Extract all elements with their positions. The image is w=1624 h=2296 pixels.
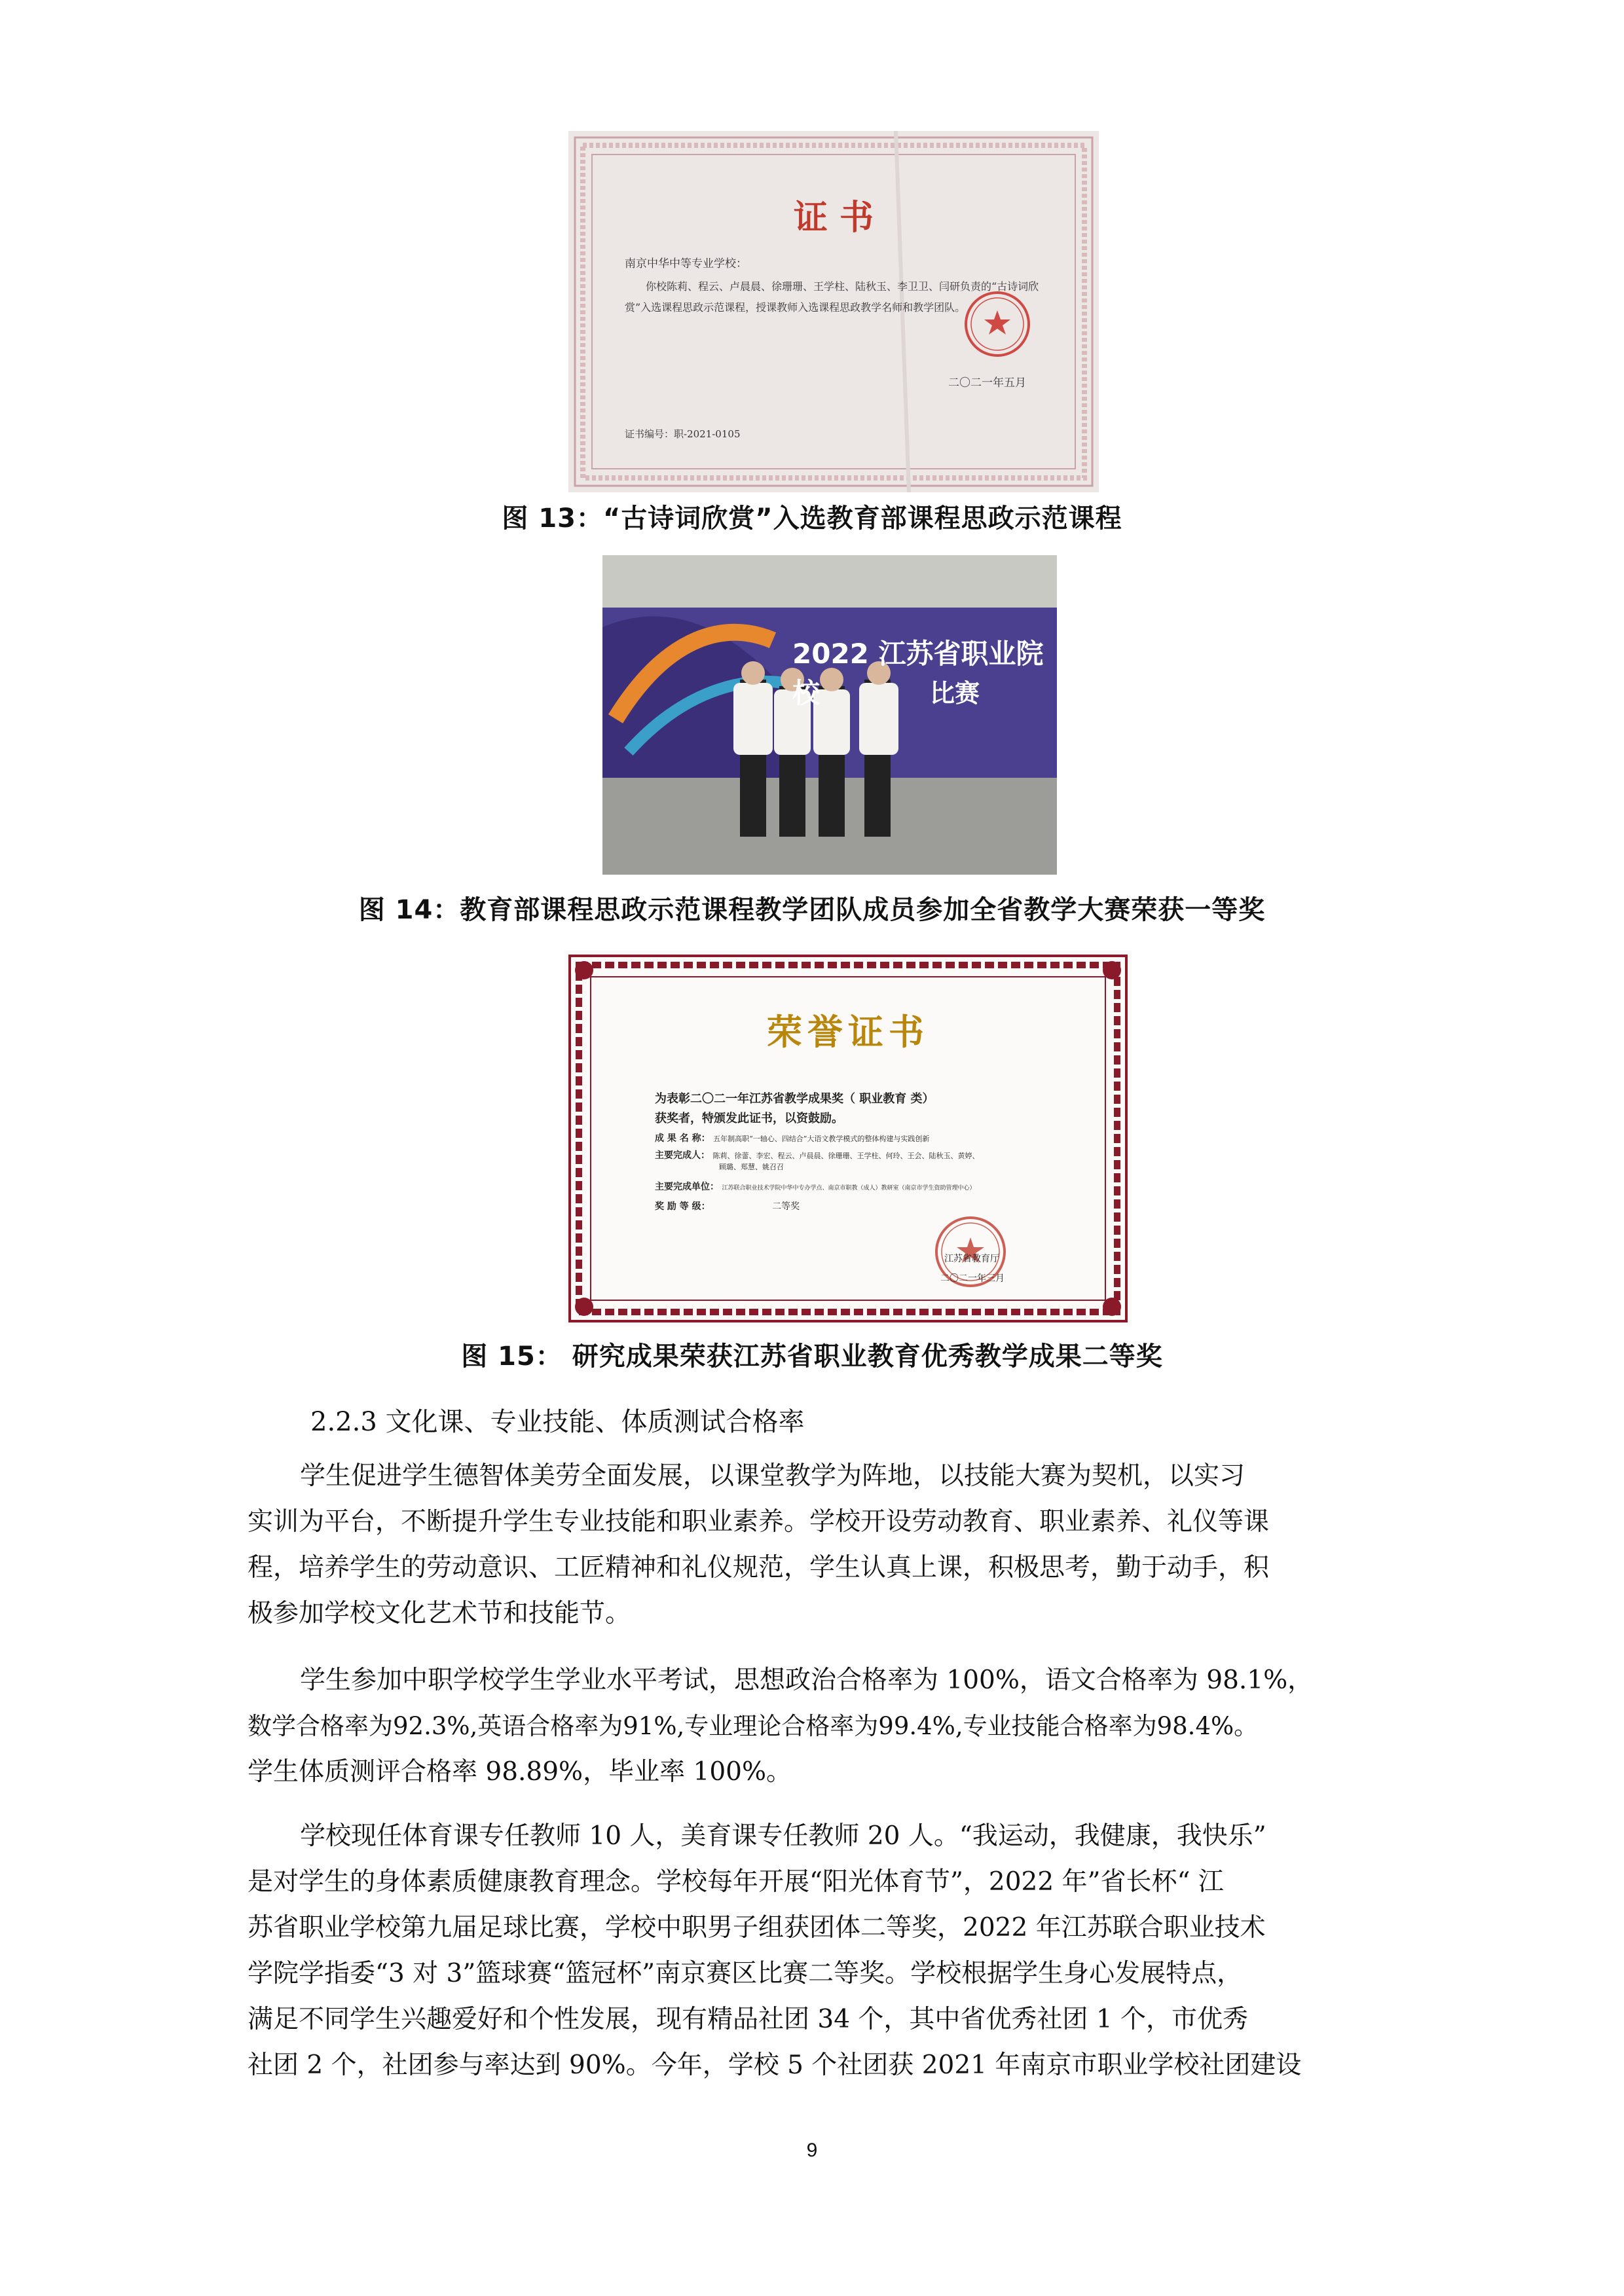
paragraph-line: 数学合格率为92.3%,英语合格率为91%,专业理论合格率为99.4%,专业技能合格率为98.4%。 (248, 1712, 1259, 1740)
certificate-recipient: 南京中华中等专业学校： (625, 257, 747, 270)
paragraph-line: 实训为平台，不断提升学生专业技能和职业素养。学校开设劳动教育、职业素养、礼仪等课 (248, 1507, 1270, 1537)
paragraph-1 (248, 1453, 1387, 1637)
banner-subtitle: 比赛 (930, 679, 980, 708)
page-number: 9 (806, 2140, 818, 2161)
paragraph-line: 学院学指委“3 对 3”篮球赛“篮冠杯”南京赛区比赛二等奖。学校根据学生身心发展特点， (248, 1959, 1243, 1988)
paragraph-line: 极参加学校文化艺术节和技能节。 (248, 1599, 631, 1628)
org-row (655, 1180, 975, 1193)
certificate-date: 二〇二一年五月 (948, 376, 1026, 390)
paragraph-line: 学生参加中职学校学生学业水平考试，思想政治合格率为 100%，语文合格率为 98.1%， (300, 1666, 1314, 1695)
honor-certificate-title: 荣誉证书 (767, 1011, 929, 1053)
paragraph-2 (248, 1658, 1387, 1795)
paragraph-line: 是对学生的身体素质健康教育理念。学校每年开展“阳光体育节”，2022 年”省长杯“ 江 (248, 1867, 1224, 1897)
paragraph-3 (248, 1813, 1387, 2088)
level-value: 二等奖 (772, 1201, 800, 1212)
paragraph-line: 学校现任体育课专任教师 10 人，美育课专任教师 20 人。“我运动，我健康，我快乐” (300, 1821, 1266, 1851)
certificate-number: 证书编号：职-2021-0105 (625, 428, 741, 440)
level-label: 奖 励 等 级： (655, 1201, 710, 1212)
org-label: 主要完成单位： (655, 1182, 719, 1192)
honor-line1: 为表彰二〇二一年江苏省教学成果奖（ 职业教育 类） (655, 1092, 934, 1106)
paragraph-line: 苏省职业学校第九届足球比赛，学校中职男子组获团体二等奖，2022 年江苏联合职业技术 (248, 1913, 1266, 1942)
members-value-2: 顾璐、郑慧、姚召召 (719, 1163, 784, 1171)
members-value: 陈莉、徐蕾、李宏、程云、卢晨晨、徐珊珊、王学柱、何玲、王会、陆秋玉、黄婷、 (712, 1152, 980, 1160)
result-value: 五年制高职“一轴心、四结合”大语文教学模式的整体构建与实践创新 (713, 1135, 930, 1143)
certificate-body: 你校陈莉、程云、卢晨晨、徐珊珊、王学柱、陆秋玉、李卫卫、闫研负责的“古诗词欣赏”入选课程思政示范课程，授课教师入选课程思政教学名师和教学团队。 (625, 280, 1039, 314)
result-label: 成 果 名 称： (655, 1133, 710, 1144)
banner-title: 2022 江苏省职业院校 (792, 638, 1044, 709)
paragraph-line: 社团 2 个，社团参与率达到 90%。今年，学校 5 个社团获 2021 年南京市职业学校社团建设 (248, 2050, 1302, 2080)
figure-15-caption: 图 15： 研究成果荣获江苏省职业教育优秀教学成果二等奖 (461, 1341, 1163, 1372)
official-seal-icon (961, 288, 1033, 360)
paragraph-line: 程，培养学生的劳动意识、工匠精神和礼仪规范，学生认真上课，积极思考，勤于动手，积 (248, 1553, 1270, 1582)
certificate-title: 证 书 (793, 198, 874, 238)
figure-14-image (602, 555, 1057, 875)
honor-line2: 获奖者，特颁发此证书，以资鼓励。 (655, 1112, 843, 1125)
award-team-photo (602, 555, 1057, 875)
section-heading: 2.2.3 文化课、专业技能、体质测试合格率 (310, 1407, 805, 1437)
figure-13-image (568, 131, 1099, 492)
result-row (655, 1131, 929, 1144)
honor-issuer: 江苏省教育厅 (944, 1254, 999, 1264)
members-label: 主要完成人： (655, 1150, 710, 1161)
level-row (655, 1199, 800, 1212)
paragraph-line: 学生促进学生德智体美劳全面发展，以课堂教学为阵地，以技能大赛为契机，以实习 (300, 1461, 1246, 1491)
paragraph-line: 学生体质测评合格率 98.89%，毕业率 100%。 (248, 1757, 792, 1787)
honor-date: 二〇二一年三月 (940, 1273, 1005, 1284)
figure-14-caption: 图 14：教育部课程思政示范课程教学团队成员参加全省教学大赛荣获一等奖 (358, 895, 1266, 925)
paragraph-line: 满足不同学生兴趣爱好和个性发展，现有精品社团 34 个，其中省优秀社团 1 个，市优秀 (248, 2005, 1249, 2034)
org-value: 江苏联合职业技术学院中华中专办学点、南京市职教（成人）教研室（南京市学生资助管理中心） (722, 1185, 976, 1192)
members-row (655, 1148, 979, 1161)
figure-13-caption: 图 13：“古诗词欣赏”入选教育部课程思政示范课程 (502, 503, 1122, 534)
figure-15-image (564, 951, 1132, 1326)
